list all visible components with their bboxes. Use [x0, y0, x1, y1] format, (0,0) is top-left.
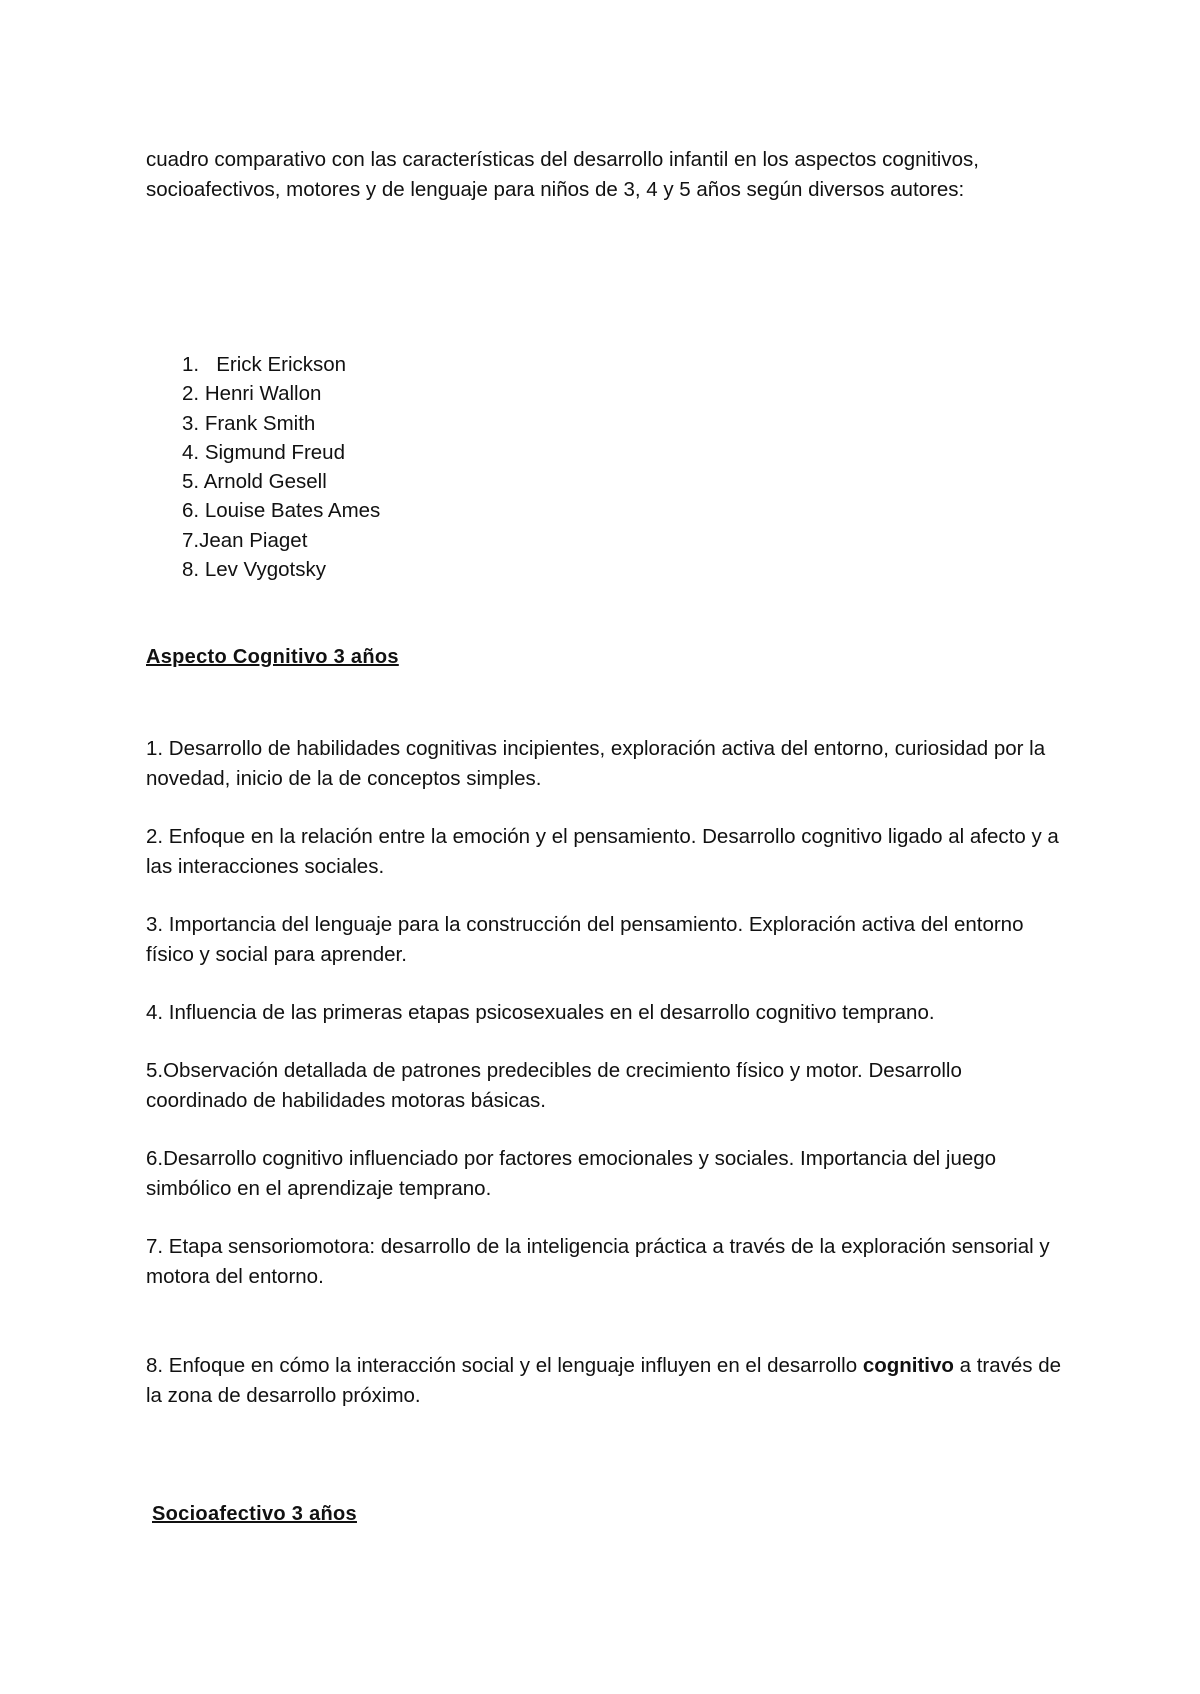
author-number: 1. [182, 353, 200, 376]
cognitive-paragraph-7: 7. Etapa sensoriomotora: desarrollo de la inteligencia práctica a través de la exploración sensorial y motora del entorno. [146, 1235, 1050, 1288]
author-number: 5. [182, 470, 200, 494]
paragraph-8-text-start: 8. Enfoque en cómo la interacción social y el lenguaje influyen en el desarrollo [146, 1354, 863, 1377]
author-item [182, 555, 380, 584]
author-item [182, 496, 380, 525]
author-name: Erick Erickson [216, 353, 347, 376]
author-number: 2. [182, 382, 200, 406]
socioaffective-section-heading: Socioafectivo 3 años [152, 1503, 357, 1525]
author-name: Henri Wallon [204, 382, 322, 406]
cognitive-paragraph-5: 5.Observación detallada de patrones predecibles de crecimiento físico y motor. Desarrollo coordinado de habilidades motoras básicas. [146, 1059, 962, 1112]
author-number: 7. [182, 528, 200, 552]
author-name: Louise Bates Ames [204, 499, 381, 523]
author-number: 4. [182, 440, 200, 464]
cognitive-paragraph-4: 4. Influencia de las primeras etapas psicosexuales en el desarrollo cognitivo temprano. [146, 1001, 935, 1024]
cognitive-paragraph-8 [146, 1351, 1066, 1411]
cognitive-paragraph-1: 1. Desarrollo de habilidades cognitivas incipientes, exploración activa del entorno, curiosidad por la novedad, inicio de la de conceptos simples. [146, 737, 1046, 790]
cognitive-section-heading: Aspecto Cognitivo 3 años [146, 646, 399, 668]
author-number: 3. [182, 411, 200, 435]
intro-paragraph: cuadro comparativo con las características del desarrollo infantil en los aspectos cognitivos, socioafectivos, motores y de lenguaje para niños de 3, 4 y 5 años según diversos autores: [146, 148, 979, 201]
authors-list [182, 350, 380, 584]
author-name: Jean Piaget [199, 528, 308, 552]
author-item [182, 438, 380, 467]
author-item [182, 526, 380, 555]
cognitive-paragraph-6: 6.Desarrollo cognitivo influenciado por factores emocionales y sociales. Importancia del juego simbólico en el aprendizaje temprano. [146, 1147, 997, 1200]
cognitive-paragraph-2: 2. Enfoque en la relación entre la emoción y el pensamiento. Desarrollo cognitivo ligado al afecto y a las interacciones sociales. [146, 825, 1059, 878]
author-item [182, 409, 380, 438]
author-number: 6. [182, 499, 200, 523]
author-name: Arnold Gesell [203, 470, 327, 494]
paragraph-8-text-end: a través de la zona de desarrollo próximo. [146, 1354, 1062, 1407]
author-item [182, 350, 380, 379]
author-name: Sigmund Freud [204, 440, 345, 464]
author-item [182, 467, 380, 496]
author-name: Lev Vygotsky [204, 558, 326, 582]
author-item [182, 379, 380, 408]
author-number: 8. [182, 558, 200, 582]
paragraph-8-bold-word: cognitivo [862, 1354, 954, 1377]
author-name: Frank Smith [204, 411, 316, 435]
cognitive-paragraph-3: 3. Importancia del lenguaje para la construcción del pensamiento. Exploración activa del entorno físico y social para aprender. [146, 913, 1024, 966]
